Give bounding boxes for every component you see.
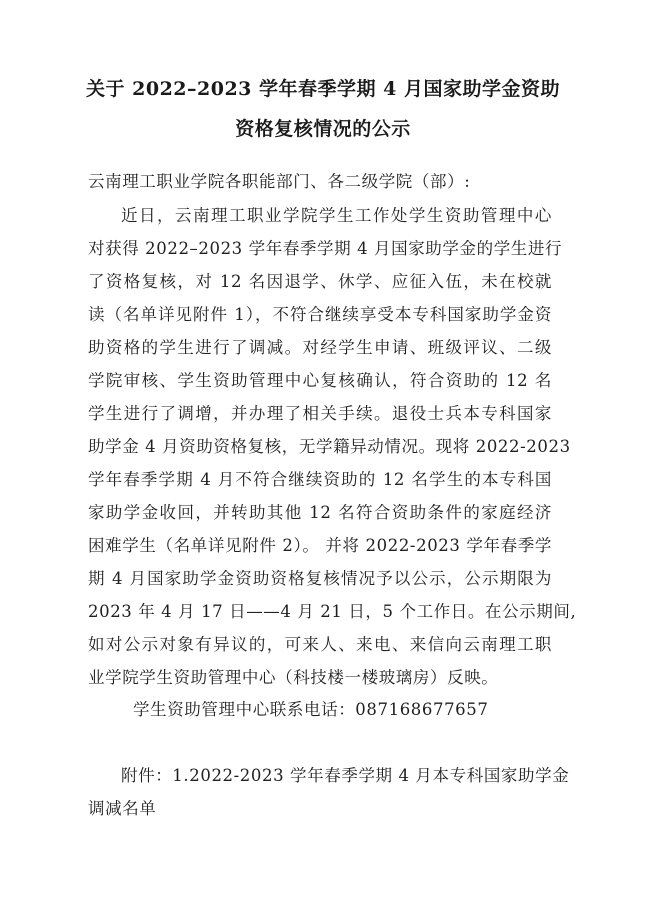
salutation: 云南理工职业学院各职能部门、各二级学院（部）: xyxy=(88,172,471,191)
body-line: 学生进行了调增，并办理了相关手续。退役士兵本专科国家 xyxy=(88,404,552,423)
notice-title-line-1: 关于 2022–2023 学年春季学期 4 月国家助学金资助 xyxy=(86,78,560,100)
body-line: 2023 年 4 月 17 日——4 月 21 日，5 个工作日。在公示期间, xyxy=(88,602,577,621)
body-line: 助资格的学生进行了调减。对经学生申请、班级评议、二级 xyxy=(88,338,552,357)
body-line: 近日，云南理工职业学院学生工作处学生资助管理中心 xyxy=(121,206,552,225)
body-line: 学年春季学期 4 月不符合继续资助的 12 名学生的本专科国 xyxy=(88,470,552,489)
body-line: 了资格复核，对 12 名因退学、休学、应征入伍，未在校就 xyxy=(88,272,552,291)
body-line: 助学金 4 月资助资格复核，无学籍异动情况。现将 2022-2023 xyxy=(88,437,571,456)
attachment-line-2: 调减名单 xyxy=(88,799,157,818)
body-line: 读（名单详见附件 1），不符合继续享受本专科国家助学金资 xyxy=(88,305,552,324)
body-line: 期 4 月国家助学金资助资格复核情况予以公示，公示期限为 xyxy=(88,569,552,588)
body-line: 困难学生（名单详见附件 2）。 并将 2022-2023 学年春季学 xyxy=(88,536,552,555)
body-line: 业学院学生资助管理中心（科技楼一楼玻璃房）反映。 xyxy=(88,668,499,687)
body-line: 学院审核、学生资助管理中心复核确认，符合资助的 12 名 xyxy=(88,371,552,390)
body-line: 家助学金收回，并转助其他 12 名符合资助条件的家庭经济 xyxy=(88,503,552,522)
attachment-line-1: 附件：1.2022-2023 学年春季学期 4 月本专科国家助学金 xyxy=(121,766,570,785)
notice-title-line-2: 资格复核情况的公示 xyxy=(235,118,411,140)
body-line: 对获得 2022–2023 学年春季学期 4 月国家助学金的学生进行 xyxy=(88,239,563,258)
contact-phone: 学生资助管理中心联系电话：087168677657 xyxy=(133,700,489,719)
body-line: 如对公示对象有异议的，可来人、来电、来信向云南理工职 xyxy=(88,635,552,654)
